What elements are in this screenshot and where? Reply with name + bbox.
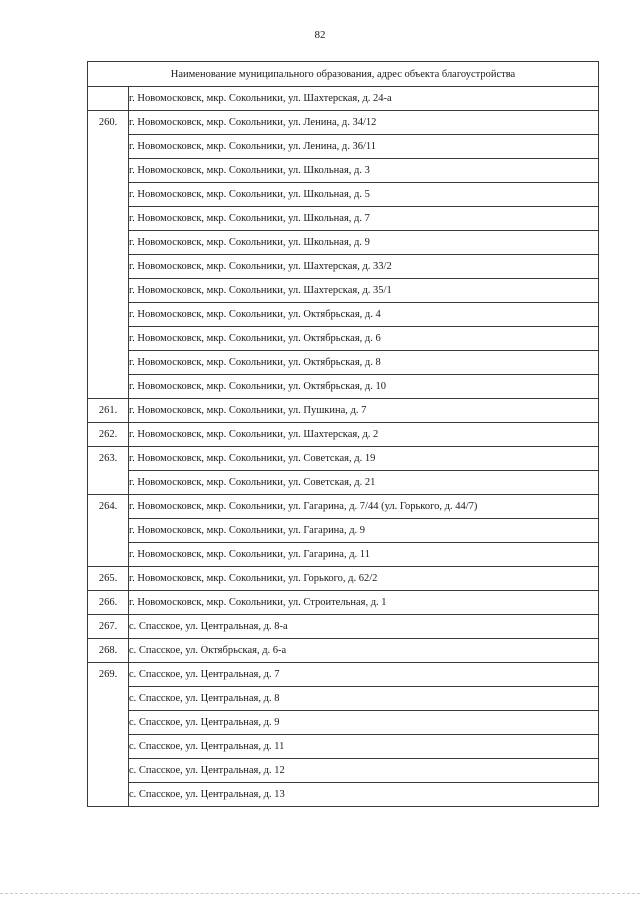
- row-number: [88, 687, 129, 711]
- table-row: [88, 327, 599, 351]
- row-number: [88, 735, 129, 759]
- row-address: г. Новомосковск, мкр. Сокольники, ул. Гагарина, д. 9: [129, 519, 599, 543]
- row-address: с. Спасское, ул. Центральная, д. 13: [129, 783, 599, 807]
- table-row: [88, 399, 599, 423]
- table-row: [88, 111, 599, 135]
- row-address: г. Новомосковск, мкр. Сокольники, ул. Шахтерская, д. 2: [129, 423, 599, 447]
- table-row: [88, 351, 599, 375]
- table-row: [88, 663, 599, 687]
- row-number: 266.: [88, 591, 129, 615]
- row-number: 265.: [88, 567, 129, 591]
- row-address: с. Спасское, ул. Октябрьская, д. 6-а: [129, 639, 599, 663]
- table-row: [88, 783, 599, 807]
- row-address: с. Спасское, ул. Центральная, д. 9: [129, 711, 599, 735]
- row-address: г. Новомосковск, мкр. Сокольники, ул. Гагарина, д. 7/44 (ул. Горького, д. 44/7): [129, 495, 599, 519]
- table-header-row: [88, 62, 599, 87]
- row-number: [88, 519, 129, 543]
- table-body: [88, 87, 599, 807]
- page-number: 82: [314, 29, 326, 41]
- row-number: [88, 231, 129, 255]
- row-address: г. Новомосковск, мкр. Сокольники, ул. Советская, д. 21: [129, 471, 599, 495]
- row-address: г. Новомосковск, мкр. Сокольники, ул. Горького, д. 62/2: [129, 567, 599, 591]
- row-address: г. Новомосковск, мкр. Сокольники, ул. Строительная, д. 1: [129, 591, 599, 615]
- row-address: г. Новомосковск, мкр. Сокольники, ул. Пушкина, д. 7: [129, 399, 599, 423]
- row-address: г. Новомосковск, мкр. Сокольники, ул. Шахтерская, д. 24-а: [129, 87, 599, 111]
- row-number: [88, 543, 129, 567]
- row-address: г. Новомосковск, мкр. Сокольники, ул. Школьная, д. 9: [129, 231, 599, 255]
- row-number: 269.: [88, 663, 129, 687]
- row-number: 261.: [88, 399, 129, 423]
- row-address: г. Новомосковск, мкр. Сокольники, ул. Советская, д. 19: [129, 447, 599, 471]
- row-number: 267.: [88, 615, 129, 639]
- row-number: [88, 183, 129, 207]
- table-row: [88, 687, 599, 711]
- row-number: [88, 303, 129, 327]
- table-row: [88, 303, 599, 327]
- row-address: с. Спасское, ул. Центральная, д. 11: [129, 735, 599, 759]
- table-row: [88, 231, 599, 255]
- table-row: [88, 519, 599, 543]
- table-row: [88, 135, 599, 159]
- row-number: [88, 87, 129, 111]
- table-row: [88, 495, 599, 519]
- row-address: г. Новомосковск, мкр. Сокольники, ул. Октябрьская, д. 8: [129, 351, 599, 375]
- table-row: [88, 735, 599, 759]
- table-row: [88, 711, 599, 735]
- row-number: 268.: [88, 639, 129, 663]
- table-row: [88, 159, 599, 183]
- table-row: [88, 543, 599, 567]
- row-number: 263.: [88, 447, 129, 471]
- table-row: [88, 279, 599, 303]
- row-address: г. Новомосковск, мкр. Сокольники, ул. Шахтерская, д. 35/1: [129, 279, 599, 303]
- table-row: [88, 255, 599, 279]
- address-table: [87, 61, 599, 807]
- row-address: г. Новомосковск, мкр. Сокольники, ул. Школьная, д. 7: [129, 207, 599, 231]
- row-number: [88, 783, 129, 807]
- row-address: с. Спасское, ул. Центральная, д. 7: [129, 663, 599, 687]
- row-address: г. Новомосковск, мкр. Сокольники, ул. Ленина, д. 34/12: [129, 111, 599, 135]
- row-number: [88, 375, 129, 399]
- table-row: [88, 471, 599, 495]
- row-address: г. Новомосковск, мкр. Сокольники, ул. Ленина, д. 36/11: [129, 135, 599, 159]
- row-number: [88, 711, 129, 735]
- row-address: г. Новомосковск, мкр. Сокольники, ул. Школьная, д. 5: [129, 183, 599, 207]
- table-row: [88, 87, 599, 111]
- row-number: [88, 759, 129, 783]
- row-address: г. Новомосковск, мкр. Сокольники, ул. Гагарина, д. 11: [129, 543, 599, 567]
- row-number: [88, 255, 129, 279]
- row-number: [88, 327, 129, 351]
- row-number: [88, 207, 129, 231]
- row-address: с. Спасское, ул. Центральная, д. 8-а: [129, 615, 599, 639]
- row-number: [88, 159, 129, 183]
- row-number: [88, 351, 129, 375]
- table-row: [88, 375, 599, 399]
- row-number: 260.: [88, 111, 129, 135]
- row-number: 262.: [88, 423, 129, 447]
- table-row: [88, 591, 599, 615]
- row-address: г. Новомосковск, мкр. Сокольники, ул. Школьная, д. 3: [129, 159, 599, 183]
- table-row: [88, 759, 599, 783]
- row-address: г. Новомосковск, мкр. Сокольники, ул. Октябрьская, д. 10: [129, 375, 599, 399]
- table-row: [88, 639, 599, 663]
- table-row: [88, 423, 599, 447]
- table-row: [88, 567, 599, 591]
- row-address: г. Новомосковск, мкр. Сокольники, ул. Шахтерская, д. 33/2: [129, 255, 599, 279]
- row-number: [88, 471, 129, 495]
- table-row: [88, 447, 599, 471]
- row-address: с. Спасское, ул. Центральная, д. 8: [129, 687, 599, 711]
- table-row: [88, 183, 599, 207]
- footer-divider: [0, 893, 640, 895]
- row-number: 264.: [88, 495, 129, 519]
- row-address: г. Новомосковск, мкр. Сокольники, ул. Октябрьская, д. 6: [129, 327, 599, 351]
- row-address: г. Новомосковск, мкр. Сокольники, ул. Октябрьская, д. 4: [129, 303, 599, 327]
- table-row: [88, 207, 599, 231]
- row-number: [88, 279, 129, 303]
- row-address: с. Спасское, ул. Центральная, д. 12: [129, 759, 599, 783]
- row-number: [88, 135, 129, 159]
- table-header: Наименование муниципального образования, адрес объекта благоустройства: [88, 62, 599, 87]
- table-row: [88, 615, 599, 639]
